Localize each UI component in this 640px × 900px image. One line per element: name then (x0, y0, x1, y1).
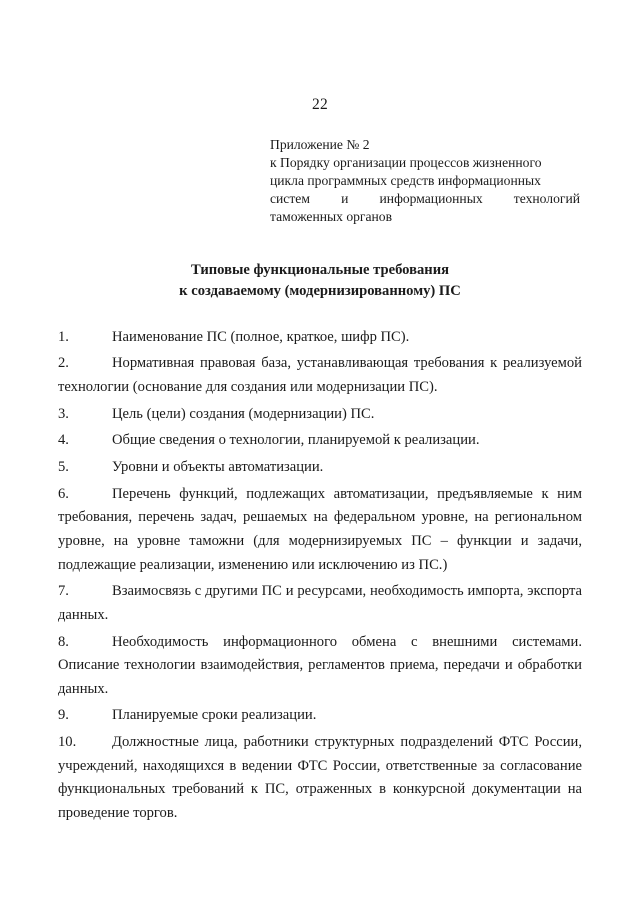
list-item-number: 8. (58, 633, 69, 650)
annex-line-5: таможенных органов (270, 209, 393, 225)
list-item (58, 326, 582, 350)
list-item-text: Взаимосвязь с другими ПС и ресурсами, необходимость импорта, экспорта данных. (58, 583, 582, 623)
list-item-text: Уровни и объекты автоматизации. (112, 459, 324, 476)
page-title-line-1: Типовые функциональные требования (190, 262, 450, 279)
list-item (58, 456, 582, 480)
list-item (58, 483, 582, 578)
list-item (58, 352, 582, 399)
list-item (58, 403, 582, 427)
list-item-text: Наименование ПС (полное, краткое, шифр ПС). (112, 328, 410, 345)
requirements-list (58, 326, 582, 826)
page-title-line-2: к создаваемому (модернизированному) ПС (179, 283, 461, 300)
list-item-number: 4. (58, 432, 69, 449)
list-item-number: 5. (58, 459, 69, 476)
list-item-number: 1. (58, 328, 69, 345)
page-title (58, 260, 582, 301)
list-item-number: 10. (58, 734, 77, 751)
annex-line-4: систем и информационных технологий (270, 191, 580, 207)
list-item-number: 7. (58, 583, 69, 600)
page-number: 22 (312, 96, 328, 113)
list-item-number: 9. (58, 707, 69, 724)
list-item-text: Необходимость информационного обмена с внешними системами. Описание технологии взаимодействия, регламентов приема, передачи и обработки данных. (58, 633, 582, 697)
annex-line-1: Приложение № 2 (270, 137, 370, 152)
list-item (58, 731, 582, 826)
list-item (58, 704, 582, 728)
list-item (58, 631, 582, 702)
annex-line-2: к Порядку организации процессов жизненного (270, 155, 542, 171)
list-item-number: 3. (58, 405, 69, 422)
annex-reference-block (270, 136, 580, 226)
list-item-text: Планируемые сроки реализации. (112, 707, 317, 724)
list-item-text: Цель (цели) создания (модернизации) ПС. (112, 405, 375, 422)
list-item (58, 580, 582, 627)
list-item-text: Должностные лица, работники структурных подразделений ФТС России, учреждений, находящихся в ведении ФТС России, ответственные за согласование функциональных требований к ПС, отраженных в конкурсной документации на проведение торгов. (58, 734, 582, 821)
annex-line-3: цикла программных средств информационных (270, 173, 541, 189)
list-item-text: Общие сведения о технологии, планируемой к реализации. (112, 432, 480, 449)
list-item-number: 2. (58, 355, 69, 372)
list-item (58, 429, 582, 453)
list-item-text: Перечень функций, подлежащих автоматизации, предъявляемые к ним требования, перечень задач, решаемых на федеральном уровне, на региональном уровне, на уровне таможни (для модернизируемых ПС – функции и задачи, подлежащие реализации, изменению или исключению из ПС.) (58, 485, 582, 573)
list-item-number: 6. (58, 485, 69, 502)
list-item-text: Нормативная правовая база, устанавливающая требования к реализуемой технологии (основание для создания или модернизации ПС). (58, 355, 582, 396)
